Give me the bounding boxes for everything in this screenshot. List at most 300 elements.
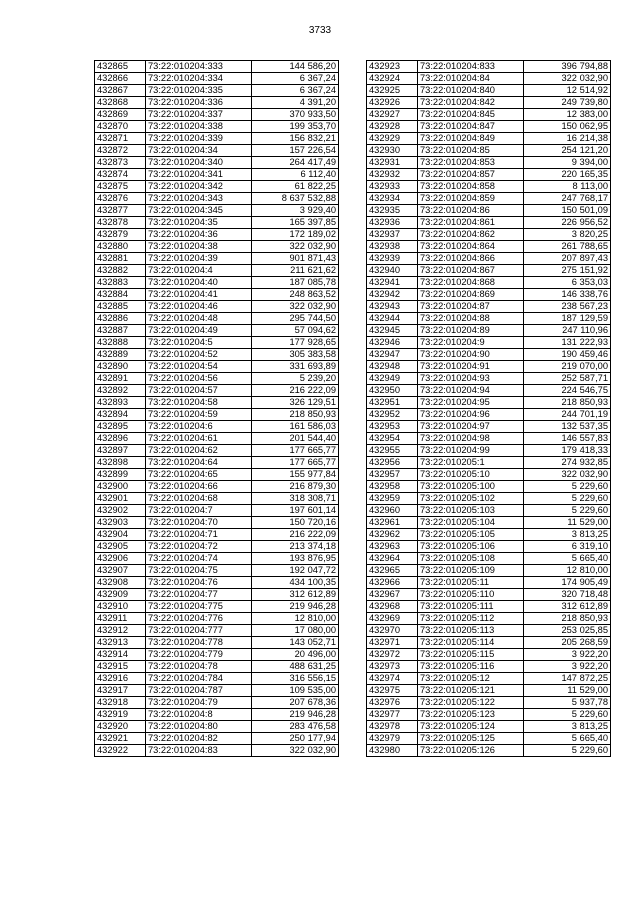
table-row [95,193,339,205]
table-row [367,373,611,385]
cadastral-number: 73:22:010205:109 [418,565,524,577]
table-row [95,73,339,85]
cadastral-number: 73:22:010204:56 [146,373,252,385]
table-row [367,337,611,349]
cadastral-number: 73:22:010204:777 [146,625,252,637]
cadastral-value: 5 239,20 [252,373,339,385]
row-number: 432909 [95,589,146,601]
row-number: 432931 [367,157,418,169]
row-number: 432899 [95,469,146,481]
cadastral-value: 312 612,89 [252,589,339,601]
cadastral-value: 216 222,09 [252,385,339,397]
cadastral-number: 73:22:010204:866 [418,253,524,265]
cadastral-value: 3 922,20 [524,661,611,673]
cadastral-value: 3 929,40 [252,205,339,217]
cadastral-value: 5 229,60 [524,745,611,757]
cadastral-value: 157 226,54 [252,145,339,157]
table-row [95,721,339,733]
row-number: 432913 [95,637,146,649]
cadastral-value: 320 718,48 [524,589,611,601]
row-number: 432865 [95,61,146,73]
row-number: 432912 [95,625,146,637]
row-number: 432910 [95,601,146,613]
row-number: 432901 [95,493,146,505]
cadastral-number: 73:22:010204:65 [146,469,252,481]
table-row [95,421,339,433]
cadastral-number: 73:22:010205:108 [418,553,524,565]
row-number: 432914 [95,649,146,661]
cadastral-value: 205 268,59 [524,637,611,649]
cadastral-value: 57 094,62 [252,325,339,337]
cadastral-number: 73:22:010205:123 [418,709,524,721]
cadastral-number: 73:22:010204:70 [146,517,252,529]
cadastral-number: 73:22:010204:34 [146,145,252,157]
cadastral-number: 73:22:010204:7 [146,505,252,517]
row-number: 432973 [367,661,418,673]
cadastral-value: 207 897,43 [524,253,611,265]
row-number: 432941 [367,277,418,289]
row-number: 432960 [367,505,418,517]
cadastral-number: 73:22:010204:864 [418,241,524,253]
row-number: 432874 [95,169,146,181]
row-number: 432879 [95,229,146,241]
row-number: 432876 [95,193,146,205]
row-number: 432980 [367,745,418,757]
table-row [367,193,611,205]
table-row [367,409,611,421]
row-number: 432918 [95,697,146,709]
cadastral-number: 73:22:010204:337 [146,109,252,121]
row-number: 432889 [95,349,146,361]
row-number: 432952 [367,409,418,421]
table-row [95,157,339,169]
cadastral-value: 6 353,03 [524,277,611,289]
row-number: 432942 [367,289,418,301]
row-number: 432961 [367,517,418,529]
table-row [95,109,339,121]
table-row [95,301,339,313]
cadastral-value: 143 052,71 [252,637,339,649]
cadastral-value: 305 383,58 [252,349,339,361]
row-number: 432923 [367,61,418,73]
cadastral-number: 73:22:010204:853 [418,157,524,169]
cadastral-number: 73:22:010204:35 [146,217,252,229]
row-number: 432978 [367,721,418,733]
table-row [367,169,611,181]
cadastral-value: 238 567,23 [524,301,611,313]
table-row [367,709,611,721]
cadastral-value: 179 418,33 [524,445,611,457]
table-row [367,589,611,601]
cadastral-number: 73:22:010204:54 [146,361,252,373]
cadastral-value: 132 537,35 [524,421,611,433]
cadastral-number: 73:22:010204:84 [418,73,524,85]
cadastral-number: 73:22:010205:11 [418,577,524,589]
row-number: 432871 [95,133,146,145]
cadastral-value: 3 922,20 [524,649,611,661]
row-number: 432965 [367,565,418,577]
cadastral-number: 73:22:010205:1 [418,457,524,469]
table-row [367,229,611,241]
cadastral-value: 326 129,51 [252,397,339,409]
cadastral-number: 73:22:010204:99 [418,445,524,457]
cadastral-number: 73:22:010205:113 [418,625,524,637]
row-number: 432919 [95,709,146,721]
table-row [95,145,339,157]
cadastral-number: 73:22:010204:779 [146,649,252,661]
table-row [367,181,611,193]
table-row [367,277,611,289]
table-row [95,121,339,133]
cadastral-number: 73:22:010204:62 [146,445,252,457]
cadastral-number: 73:22:010204:72 [146,541,252,553]
cadastral-value: 5 665,40 [524,733,611,745]
table-row [367,493,611,505]
row-number: 432958 [367,481,418,493]
cadastral-number: 73:22:010204:4 [146,265,252,277]
cadastral-value: 322 032,90 [252,301,339,313]
row-number: 432948 [367,361,418,373]
row-number: 432955 [367,445,418,457]
table-row [367,397,611,409]
cadastral-number: 73:22:010204:343 [146,193,252,205]
table-row [367,661,611,673]
row-number: 432963 [367,541,418,553]
cadastral-number: 73:22:010204:59 [146,409,252,421]
cadastral-number: 73:22:010204:76 [146,577,252,589]
table-row [367,637,611,649]
cadastral-number: 73:22:010204:39 [146,253,252,265]
cadastral-number: 73:22:010204:849 [418,133,524,145]
cadastral-number: 73:22:010204:58 [146,397,252,409]
table-row [367,121,611,133]
cadastral-number: 73:22:010204:5 [146,337,252,349]
cadastral-number: 73:22:010204:867 [418,265,524,277]
cadastral-number: 73:22:010204:46 [146,301,252,313]
cadastral-number: 73:22:010205:12 [418,673,524,685]
cadastral-value: 244 701,19 [524,409,611,421]
cadastral-number: 73:22:010204:49 [146,325,252,337]
cadastral-value: 488 631,25 [252,661,339,673]
cadastral-value: 197 601,14 [252,505,339,517]
row-number: 432967 [367,589,418,601]
cadastral-value: 17 080,00 [252,625,339,637]
cadastral-value: 283 476,58 [252,721,339,733]
row-number: 432915 [95,661,146,673]
cadastral-value: 5 229,60 [524,505,611,517]
cadastral-value: 219 946,28 [252,601,339,613]
cadastral-number: 73:22:010204:66 [146,481,252,493]
table-row [367,553,611,565]
table-row [95,553,339,565]
cadastral-number: 73:22:010204:82 [146,733,252,745]
cadastral-value: 156 832,21 [252,133,339,145]
cadastral-value: 247 768,17 [524,193,611,205]
cadastral-value: 20 496,00 [252,649,339,661]
row-number: 432964 [367,553,418,565]
table-row [95,541,339,553]
table-row [367,421,611,433]
table-row [367,565,611,577]
cadastral-value: 155 977,84 [252,469,339,481]
table-row [367,313,611,325]
table-row [367,745,611,757]
cadastral-value: 11 529,00 [524,685,611,697]
cadastral-number: 73:22:010204:776 [146,613,252,625]
cadastral-number: 73:22:010205:112 [418,613,524,625]
row-number: 432926 [367,97,418,109]
row-number: 432969 [367,613,418,625]
cadastral-value: 220 165,35 [524,169,611,181]
cadastral-value: 201 544,40 [252,433,339,445]
cadastral-value: 224 546,75 [524,385,611,397]
cadastral-value: 174 905,49 [524,577,611,589]
cadastral-value: 12 383,00 [524,109,611,121]
cadastral-value: 177 665,77 [252,457,339,469]
cadastral-value: 3 813,25 [524,529,611,541]
cadastral-value: 219 946,28 [252,709,339,721]
table-row [367,349,611,361]
cadastral-number: 73:22:010204:334 [146,73,252,85]
row-number: 432968 [367,601,418,613]
row-number: 432897 [95,445,146,457]
row-number: 432928 [367,121,418,133]
table-row [367,529,611,541]
cadastral-number: 73:22:010204:8 [146,709,252,721]
cadastral-number: 73:22:010205:111 [418,601,524,613]
cadastral-number: 73:22:010205:124 [418,721,524,733]
cadastral-value: 218 850,93 [252,409,339,421]
cadastral-number: 73:22:010205:105 [418,529,524,541]
cadastral-number: 73:22:010204:869 [418,289,524,301]
cadastral-value: 249 739,80 [524,97,611,109]
cadastral-value: 901 871,43 [252,253,339,265]
cadastral-number: 73:22:010204:36 [146,229,252,241]
table-row [95,625,339,637]
cadastral-number: 73:22:010205:100 [418,481,524,493]
row-number: 432869 [95,109,146,121]
cadastral-number: 73:22:010204:86 [418,205,524,217]
table-row [95,517,339,529]
table-row [367,217,611,229]
row-number: 432883 [95,277,146,289]
cadastral-number: 73:22:010204:341 [146,169,252,181]
table-row [95,733,339,745]
cadastral-number: 73:22:010204:96 [418,409,524,421]
cadastral-number: 73:22:010204:861 [418,217,524,229]
cadastral-value: 6 112,40 [252,169,339,181]
row-number: 432950 [367,385,418,397]
row-number: 432956 [367,457,418,469]
cadastral-table-right [366,60,611,757]
table-row [367,85,611,97]
table-row [95,637,339,649]
cadastral-value: 172 189,02 [252,229,339,241]
table-row [367,685,611,697]
table-row [367,109,611,121]
cadastral-value: 150 062,95 [524,121,611,133]
table-row [95,373,339,385]
row-number: 432959 [367,493,418,505]
cadastral-number: 73:22:010204:91 [418,361,524,373]
cadastral-number: 73:22:010204:787 [146,685,252,697]
table-row [95,385,339,397]
cadastral-number: 73:22:010205:110 [418,589,524,601]
table-row [95,61,339,73]
cadastral-value: 193 876,95 [252,553,339,565]
cadastral-value: 3 820,25 [524,229,611,241]
cadastral-value: 12 514,92 [524,85,611,97]
cadastral-number: 73:22:010204:868 [418,277,524,289]
table-row [367,577,611,589]
cadastral-number: 73:22:010204:339 [146,133,252,145]
row-number: 432947 [367,349,418,361]
row-number: 432875 [95,181,146,193]
row-number: 432895 [95,421,146,433]
cadastral-number: 73:22:010205:121 [418,685,524,697]
cadastral-number: 73:22:010204:842 [418,97,524,109]
row-number: 432971 [367,637,418,649]
cadastral-number: 73:22:010205:106 [418,541,524,553]
row-number: 432922 [95,745,146,757]
row-number: 432888 [95,337,146,349]
cadastral-value: 226 956,52 [524,217,611,229]
cadastral-number: 73:22:010204:784 [146,673,252,685]
cadastral-number: 73:22:010204:74 [146,553,252,565]
table-row [367,733,611,745]
row-number: 432932 [367,169,418,181]
cadastral-value: 312 612,89 [524,601,611,613]
row-number: 432962 [367,529,418,541]
table-row [367,253,611,265]
cadastral-number: 73:22:010204:89 [418,325,524,337]
cadastral-value: 216 879,30 [252,481,339,493]
cadastral-number: 73:22:010204:94 [418,385,524,397]
table-row [95,469,339,481]
row-number: 432885 [95,301,146,313]
cadastral-number: 73:22:010204:79 [146,697,252,709]
row-number: 432929 [367,133,418,145]
row-number: 432970 [367,625,418,637]
cadastral-value: 146 338,76 [524,289,611,301]
cadastral-value: 187 129,59 [524,313,611,325]
cadastral-number: 73:22:010204:840 [418,85,524,97]
table-row [367,289,611,301]
table-row [95,601,339,613]
table-row [95,397,339,409]
row-number: 432907 [95,565,146,577]
row-number: 432898 [95,457,146,469]
table-row [367,445,611,457]
table-row [367,517,611,529]
cadastral-number: 73:22:010204:336 [146,97,252,109]
cadastral-number: 73:22:010204:775 [146,601,252,613]
cadastral-number: 73:22:010204:48 [146,313,252,325]
table-row [95,661,339,673]
cadastral-value: 331 693,89 [252,361,339,373]
cadastral-number: 73:22:010204:845 [418,109,524,121]
cadastral-number: 73:22:010204:340 [146,157,252,169]
cadastral-number: 73:22:010204:333 [146,61,252,73]
cadastral-number: 73:22:010204:778 [146,637,252,649]
cadastral-value: 192 047,72 [252,565,339,577]
cadastral-value: 322 032,90 [252,241,339,253]
cadastral-number: 73:22:010204:52 [146,349,252,361]
table-row [95,313,339,325]
table-row [95,337,339,349]
table-row [367,61,611,73]
table-row [367,601,611,613]
cadastral-value: 6 367,24 [252,73,339,85]
cadastral-number: 73:22:010204:335 [146,85,252,97]
table-row [95,205,339,217]
row-number: 432905 [95,541,146,553]
cadastral-value: 252 587,71 [524,373,611,385]
table-row [367,157,611,169]
row-number: 432867 [95,85,146,97]
cadastral-number: 73:22:010204:862 [418,229,524,241]
table-row [95,493,339,505]
row-number: 432893 [95,397,146,409]
cadastral-number: 73:22:010204:75 [146,565,252,577]
table-row [95,697,339,709]
row-number: 432977 [367,709,418,721]
table-row [367,721,611,733]
row-number: 432900 [95,481,146,493]
table-row [367,481,611,493]
row-number: 432957 [367,469,418,481]
cadastral-number: 73:22:010204:80 [146,721,252,733]
table-row [367,469,611,481]
cadastral-number: 73:22:010205:103 [418,505,524,517]
cadastral-value: 218 850,93 [524,397,611,409]
table-row [95,253,339,265]
row-number: 432979 [367,733,418,745]
cadastral-value: 216 222,09 [252,529,339,541]
cadastral-number: 73:22:010205:116 [418,661,524,673]
table-row [367,145,611,157]
row-number: 432881 [95,253,146,265]
row-number: 432903 [95,517,146,529]
cadastral-value: 295 744,50 [252,313,339,325]
cadastral-number: 73:22:010204:61 [146,433,252,445]
table-row [95,505,339,517]
table-row [367,649,611,661]
row-number: 432936 [367,217,418,229]
cadastral-value: 12 810,00 [524,565,611,577]
cadastral-value: 396 794,88 [524,61,611,73]
cadastral-number: 73:22:010204:342 [146,181,252,193]
table-row [95,529,339,541]
cadastral-number: 73:22:010204:87 [418,301,524,313]
cadastral-number: 73:22:010204:847 [418,121,524,133]
table-row [95,97,339,109]
table-row [367,541,611,553]
cadastral-value: 6 367,24 [252,85,339,97]
row-number: 432884 [95,289,146,301]
table-row [367,613,611,625]
cadastral-number: 73:22:010204:93 [418,373,524,385]
cadastral-number: 73:22:010204:77 [146,589,252,601]
row-number: 432954 [367,433,418,445]
row-number: 432877 [95,205,146,217]
cadastral-number: 73:22:010204:6 [146,421,252,433]
cadastral-value: 161 586,03 [252,421,339,433]
table-row [95,445,339,457]
cadastral-value: 146 557,83 [524,433,611,445]
row-number: 432880 [95,241,146,253]
table-row [367,265,611,277]
